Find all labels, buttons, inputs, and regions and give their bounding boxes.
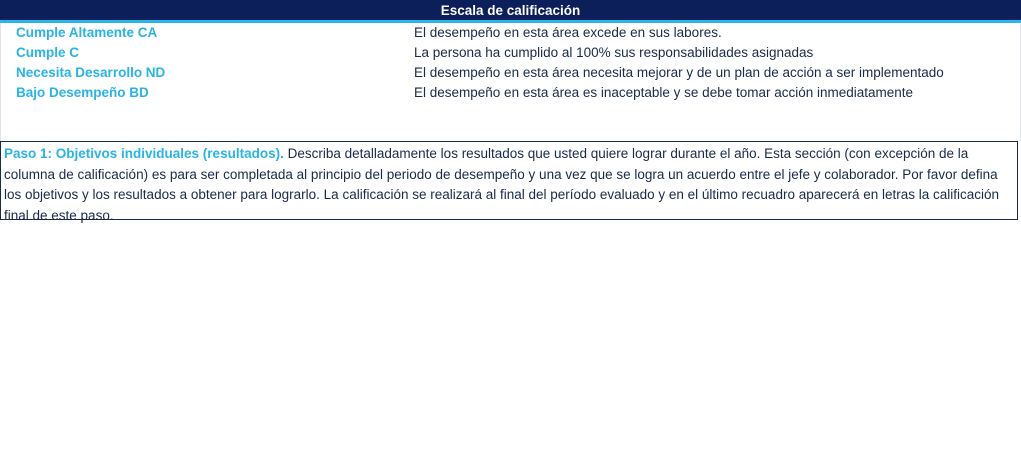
scale-label-bd: Bajo Desempeño BD <box>16 85 149 100</box>
scale-description-nd: El desempeño en esta área necesita mejorar y de un plan de acción a ser implementado <box>414 65 944 80</box>
rating-scale-table <box>0 23 1021 141</box>
scale-label-nd: Necesita Desarrollo ND <box>16 65 166 80</box>
rating-scale-header <box>0 0 1021 23</box>
scale-description-bd: El desempeño en esta área es inaceptable y se debe tomar acción inmediatamente <box>414 85 914 100</box>
scale-row-ca <box>1 23 1020 43</box>
scale-label-ca: Cumple Altamente CA <box>16 25 158 40</box>
scale-row-nd <box>1 63 1020 83</box>
step1-text: Describa detalladamente los resultados que usted quiere lograr durante el año. Esta sección (con excepción de la columna de calificación) es para ser completada al principio del periodo de desempeño y una vez que se logra un acuerdo entre el jefe y colaborador. Por favor defina los objetivos y los resultados a obtener para lograrlo. La calificación se realizará al final del período evaluado y en el último recuadro aparecerá en letras la calificación final de este paso. <box>4 146 1000 223</box>
scale-description-c: La persona ha cumplido al 100% sus responsabilidades asignadas <box>414 45 814 60</box>
step1-title: Paso 1: Objetivos individuales (resultados). <box>4 146 284 161</box>
scale-description-ca: El desempeño en esta área excede en sus labores. <box>414 25 722 40</box>
step1-instructions <box>0 141 1018 223</box>
scale-row-c <box>1 43 1020 63</box>
scale-row-bd <box>1 83 1020 103</box>
rating-scale-title: Escala de calificación <box>440 3 581 18</box>
scale-label-c: Cumple C <box>16 45 80 60</box>
